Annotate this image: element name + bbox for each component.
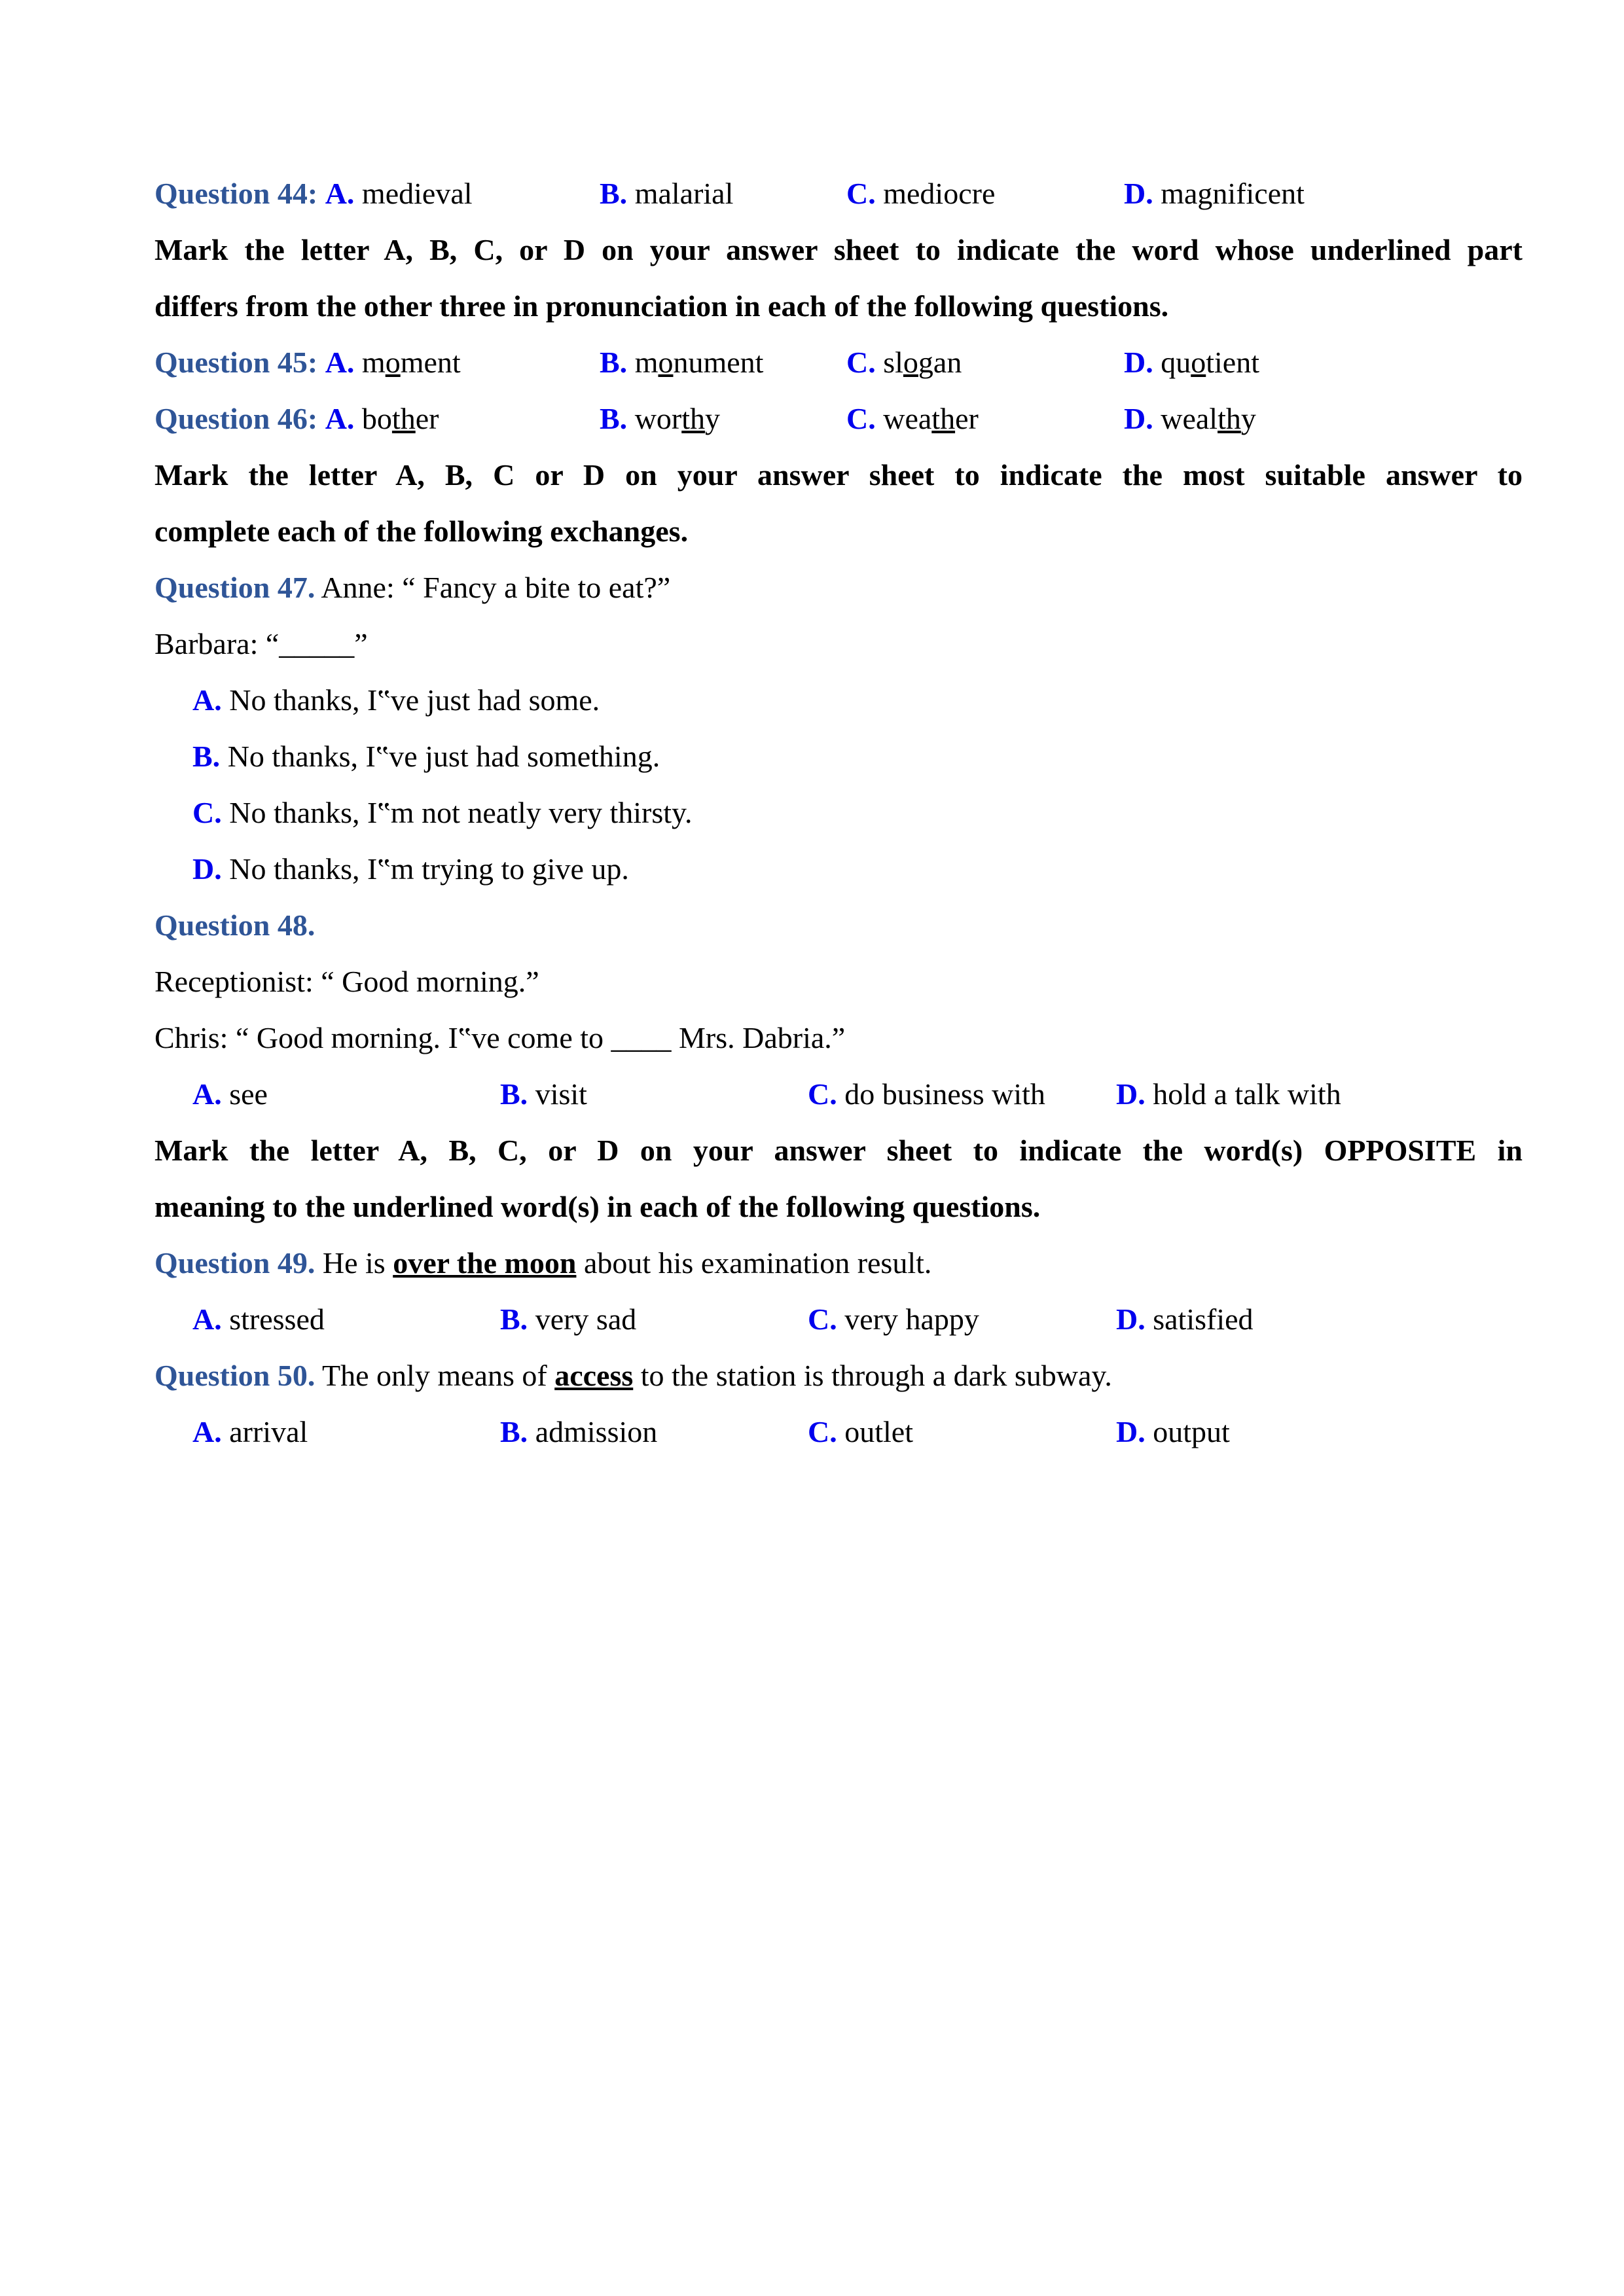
option-d-letter: D. — [1124, 177, 1153, 210]
option-c-word: weather — [883, 402, 979, 435]
option-d-word: wealthy — [1161, 402, 1256, 435]
option-d-letter: D. — [192, 852, 222, 886]
question-50-stem: Question 50. The only means of access to the station is through a dark subway. — [154, 1359, 1112, 1392]
underlined-part: o — [658, 346, 674, 379]
option-c-letter: C. — [808, 1415, 837, 1448]
option-b-text: very sad — [535, 1302, 637, 1336]
question-label: Question 50. — [154, 1359, 316, 1392]
question-label: Question 46: — [154, 402, 318, 435]
instruction-pronunciation-line-1: Mark the letter A, B, C, or D on your answer sheet to indicate the word whose underlined part — [154, 233, 1523, 266]
question-label: Question 44: — [154, 177, 318, 210]
underlined-part: th — [1218, 402, 1241, 435]
option-b-letter: B. — [600, 177, 628, 210]
option-a-text: stressed — [229, 1302, 325, 1336]
option-c-word: slogan — [883, 346, 962, 379]
question-47-reply: Barbara: “_____” — [154, 627, 368, 660]
option-b-text: visit — [535, 1077, 587, 1111]
instruction-pronunciation-line-2: differs from the other three in pronunciation in each of the following questions. — [154, 289, 1169, 323]
option-a-letter: A. — [192, 1302, 222, 1336]
option-d-text: hold a talk with — [1153, 1077, 1341, 1111]
underlined-part: o — [903, 346, 918, 379]
question-label: Question 45: — [154, 346, 318, 379]
option-a-letter: A. — [192, 1077, 222, 1111]
option-b-letter: B. — [500, 1077, 528, 1111]
underlined-part: th — [681, 402, 706, 435]
option-b-letter: B. — [192, 740, 221, 773]
instruction-opposite-line-1: Mark the letter A, B, C, or D on your answer sheet to indicate the word(s) OPPOSITE in — [154, 1134, 1523, 1167]
option-d-letter: D. — [1116, 1302, 1146, 1336]
underlined-phrase: over the moon — [393, 1246, 577, 1280]
option-a-text: see — [229, 1077, 268, 1111]
question-label: Question 48. — [154, 908, 316, 942]
option-c-letter: C. — [846, 346, 876, 379]
option-d-word: quotient — [1161, 346, 1259, 379]
question-48-line-2: Chris: “ Good morning. I‟ve come to ____ Mrs. Dabria.” — [154, 1021, 846, 1054]
option-a-letter: A. — [192, 683, 222, 717]
option-d-letter: D. — [1116, 1077, 1146, 1111]
question-48-label — [154, 906, 1523, 945]
option-b-letter: B. — [600, 402, 628, 435]
option-d-letter: D. — [1124, 346, 1153, 379]
option-c-text: No thanks, I‟m not neatly very thirsty. — [221, 796, 693, 829]
underlined-word: access — [554, 1359, 634, 1392]
option-a-text: medieval — [361, 177, 473, 210]
option-c-text: mediocre — [883, 177, 996, 210]
option-b-letter: B. — [500, 1415, 528, 1448]
instruction-opposite-line-2: meaning to the underlined word(s) in each of the following questions. — [154, 1190, 1041, 1223]
option-a-letter: A. — [325, 346, 355, 379]
option-d-text: magnificent — [1161, 177, 1305, 210]
underlined-part: o — [385, 346, 401, 379]
question-47-prompt — [154, 568, 1523, 607]
option-b-word: worthy — [634, 402, 721, 435]
question-47-option-a — [192, 681, 1561, 720]
option-c-text: do business with — [844, 1077, 1045, 1111]
underlined-part: th — [391, 402, 416, 435]
underlined-part: th — [931, 402, 956, 435]
option-d-text: No thanks, I‟m trying to give up. — [221, 852, 629, 886]
question-label: Question 47. — [154, 571, 316, 604]
question-48-line-1: Receptionist: “ Good morning.” — [154, 965, 539, 998]
option-b-letter: B. — [600, 346, 628, 379]
option-c-letter: C. — [808, 1302, 837, 1336]
option-a-letter: A. — [192, 1415, 222, 1448]
option-c-letter: C. — [808, 1077, 837, 1111]
question-47-option-c — [192, 793, 1561, 833]
option-c-letter: C. — [192, 796, 222, 829]
option-b-text: malarial — [634, 177, 734, 210]
option-b-letter: B. — [500, 1302, 528, 1336]
question-47-option-b — [192, 737, 1561, 776]
option-d-text: satisfied — [1153, 1302, 1254, 1336]
option-a-text: arrival — [229, 1415, 308, 1448]
option-a-letter: A. — [325, 402, 355, 435]
option-c-letter: C. — [846, 402, 876, 435]
option-c-text: very happy — [844, 1302, 979, 1336]
question-label: Question 49. — [154, 1246, 316, 1280]
option-a-word: bother — [361, 402, 439, 435]
option-b-text: admission — [535, 1415, 658, 1448]
question-49-stem: Question 49. He is over the moon about his examination result. — [154, 1246, 932, 1280]
underlined-part: o — [1191, 346, 1206, 379]
option-c-letter: C. — [846, 177, 876, 210]
option-c-text: outlet — [844, 1415, 913, 1448]
question-47-option-d — [192, 850, 1561, 889]
option-d-letter: D. — [1124, 402, 1153, 435]
question-text: Anne: “ Fancy a bite to eat?” — [315, 571, 671, 604]
option-a-letter: A. — [325, 177, 355, 210]
option-b-word: monument — [634, 346, 764, 379]
option-d-letter: D. — [1116, 1415, 1146, 1448]
option-d-text: output — [1153, 1415, 1230, 1448]
instruction-exchange-line-1: Mark the letter A, B, C or D on your answer sheet to indicate the most suitable answer to — [154, 458, 1523, 492]
option-a-text: No thanks, I‟ve just had some. — [221, 683, 600, 717]
option-b-text: No thanks, I‟ve just had something. — [220, 740, 660, 773]
option-a-word: moment — [361, 346, 461, 379]
instruction-exchange-line-2: complete each of the following exchanges. — [154, 514, 689, 548]
